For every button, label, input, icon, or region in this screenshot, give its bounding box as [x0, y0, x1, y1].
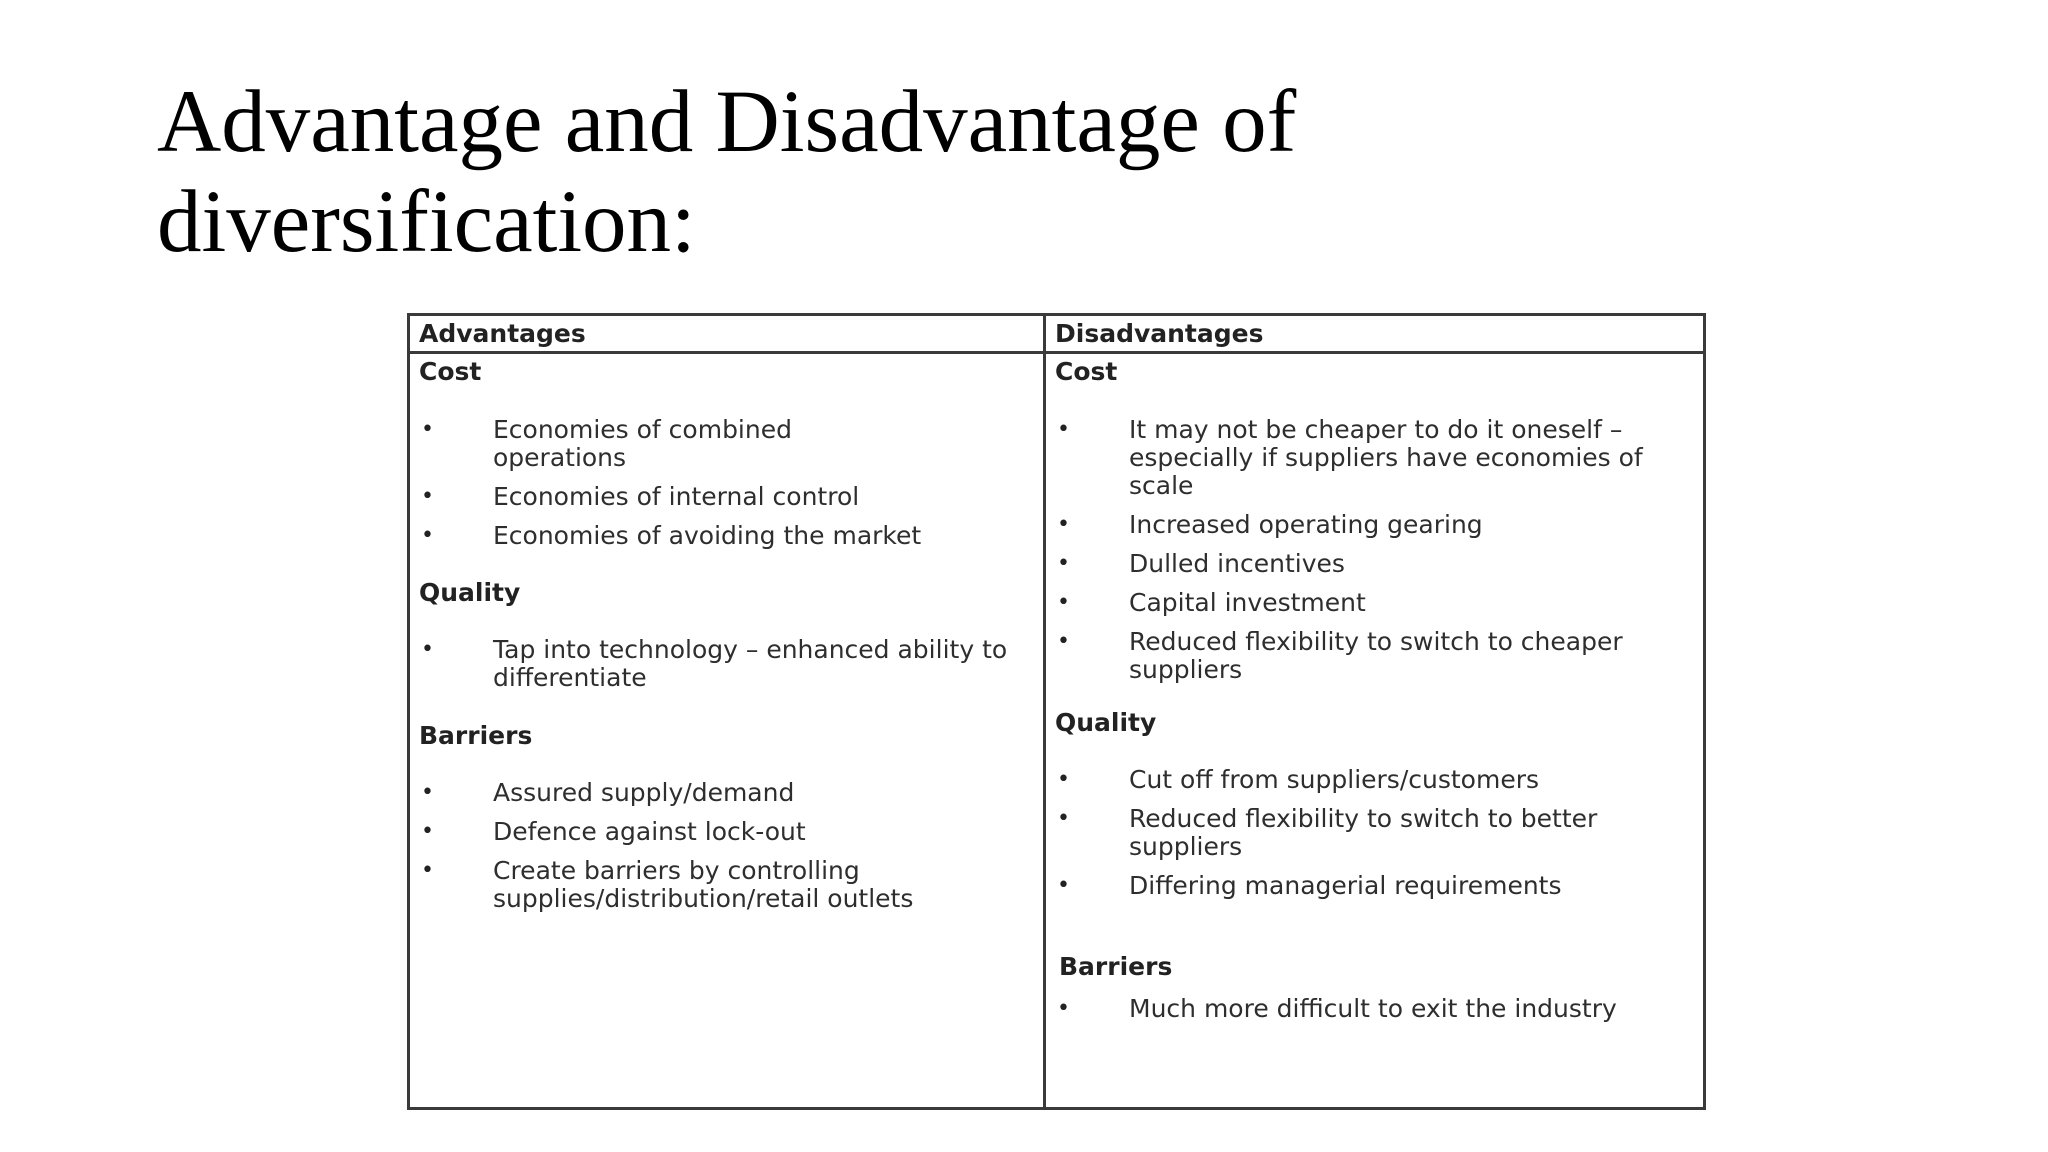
list-item: • Economies of combined operations: [421, 415, 792, 472]
list-item: • Reduced flexibility to switch to better suppliers: [1057, 804, 1598, 861]
list-item: • Tap into technology – enhanced ability to differentiate: [421, 635, 1008, 692]
bullet-icon: •: [421, 484, 434, 509]
bullet-icon: •: [421, 523, 434, 548]
advantages-barriers-heading: Barriers: [419, 721, 533, 750]
list-item: • Dulled incentives: [1057, 549, 1345, 578]
bullet-icon: •: [421, 417, 434, 442]
bullet-icon: •: [1057, 590, 1070, 615]
table-header-row: [410, 316, 1703, 354]
list-item: • Assured supply/demand: [421, 778, 795, 807]
list-item: • Differing managerial requirements: [1057, 871, 1562, 900]
bullet-icon: •: [421, 780, 434, 805]
comparison-table: [407, 313, 1706, 1110]
bullet-icon: •: [1057, 873, 1070, 898]
bullet-icon: •: [1057, 767, 1070, 792]
list-item: • Economies of avoiding the market: [421, 521, 922, 550]
table-body-row: [410, 354, 1703, 1107]
list-item: • Cut off from suppliers/customers: [1057, 765, 1539, 794]
advantages-quality-list: [419, 636, 1043, 692]
list-item: • Reduced flexibility to switch to cheaper suppliers: [1057, 627, 1623, 684]
disadvantages-quality-heading: Quality: [1055, 708, 1157, 737]
disadvantages-cost-list: [1055, 416, 1769, 684]
bullet-icon: •: [1057, 417, 1070, 442]
bullet-icon: •: [1057, 806, 1070, 831]
list-item: • Capital investment: [1057, 588, 1366, 617]
slide-title: Advantage and Disadvantage of diversification:: [157, 73, 1297, 271]
disadvantages-header: Disadvantages: [1055, 319, 1264, 348]
disadvantages-quality-list: [1055, 766, 1769, 900]
advantages-barriers-list: [419, 779, 1043, 913]
list-item: • Much more difficult to exit the industry: [1057, 994, 1617, 1023]
bullet-icon: •: [421, 858, 434, 883]
bullet-icon: •: [1057, 629, 1070, 654]
disadvantages-barriers-list: [1055, 995, 1769, 1023]
list-item: • It may not be cheaper to do it oneself – especially if suppliers have economies of scale: [1057, 415, 1643, 500]
disadvantages-cost-heading: Cost: [1055, 357, 1118, 386]
bullet-icon: •: [421, 819, 434, 844]
bullet-icon: •: [1057, 996, 1070, 1021]
bullet-icon: •: [1057, 512, 1070, 537]
advantages-cost-heading: Cost: [419, 357, 482, 386]
bullet-icon: •: [1057, 551, 1070, 576]
list-item: • Increased operating gearing: [1057, 510, 1483, 539]
disadvantages-cell: [1046, 354, 1769, 1107]
bullet-icon: •: [421, 637, 434, 662]
advantages-cost-list: [419, 416, 1043, 550]
advantages-header: Advantages: [410, 316, 1046, 351]
list-item: • Defence against lock-out: [421, 817, 806, 846]
advantages-cell: [410, 354, 1046, 1107]
advantages-quality-heading: Quality: [419, 578, 521, 607]
list-item: • Create barriers by controlling supplies/distribution/retail outlets: [421, 856, 914, 913]
disadvantages-barriers-heading: Barriers: [1059, 952, 1173, 981]
list-item: • Economies of internal control: [421, 482, 860, 511]
